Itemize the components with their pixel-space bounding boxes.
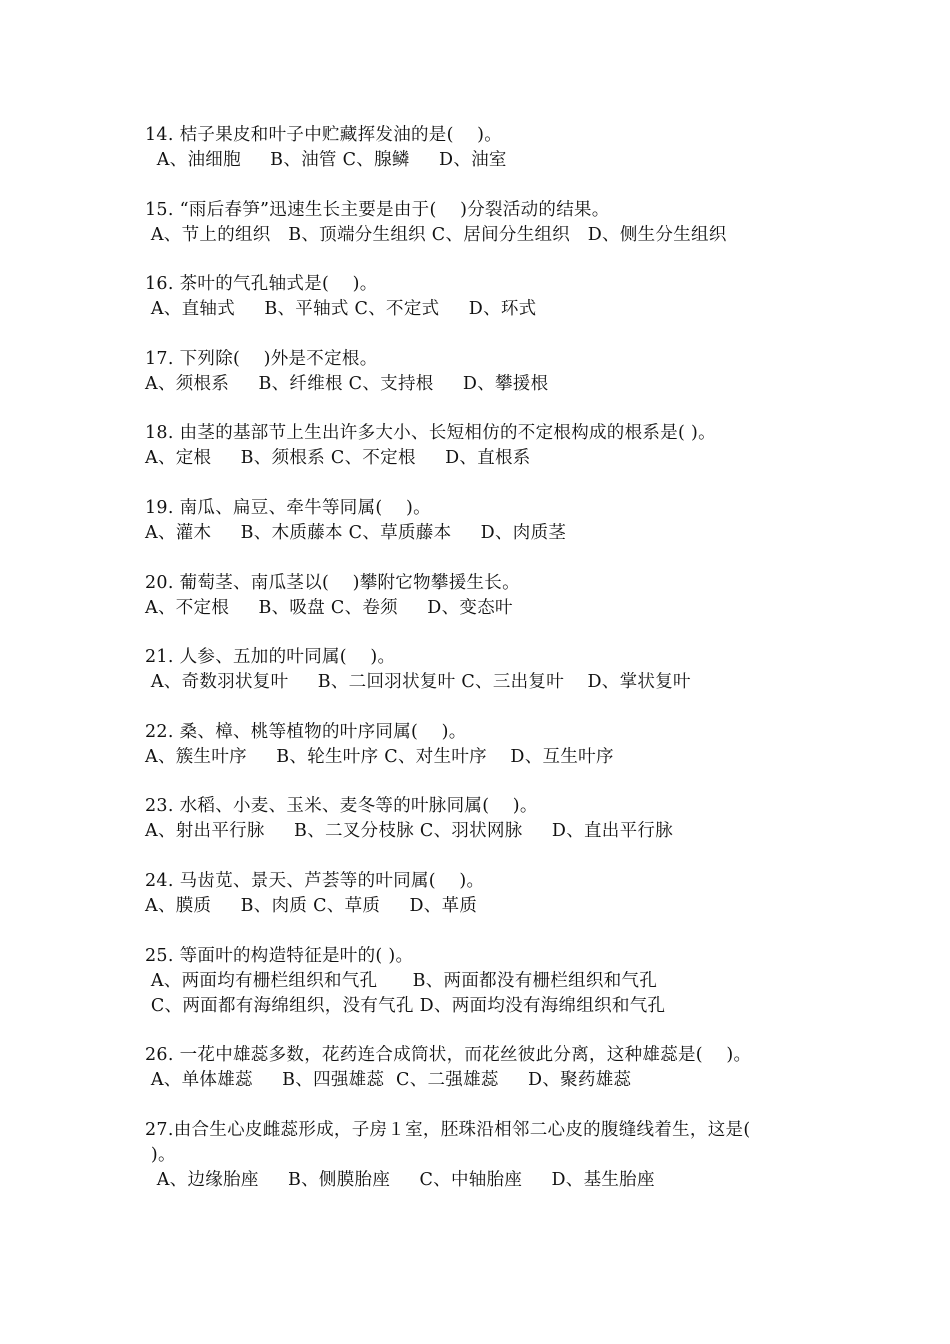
question-21 bbox=[145, 645, 825, 695]
question-options: A、不定根 B、吸盘 C、卷须 D、变态叶 bbox=[145, 598, 513, 618]
question-22 bbox=[145, 720, 825, 770]
question-options: A、射出平行脉 B、二叉分枝脉 C、羽状网脉 D、直出平行脉 bbox=[145, 821, 674, 841]
question-options: A、膜质 B、肉质 C、草质 D、革质 bbox=[145, 896, 478, 916]
question-stem: 14. 桔子果皮和叶子中贮藏挥发油的是( )。 bbox=[145, 125, 503, 145]
question-options: A、直轴式 B、平轴式 C、不定式 D、环式 bbox=[145, 299, 537, 319]
question-stem: 18. 由茎的基部节上生出许多大小、长短相仿的不定根构成的根系是( )。 bbox=[145, 423, 716, 443]
question-24 bbox=[145, 869, 825, 919]
question-stem: 20. 葡萄茎、南瓜茎以( )攀附它物攀援生长。 bbox=[145, 573, 520, 593]
question-options: A、定根 B、须根系 C、不定根 D、直根系 bbox=[145, 448, 531, 468]
question-options: A、单体雄蕊 B、四强雄蕊 C、二强雄蕊 D、聚药雄蕊 bbox=[145, 1070, 632, 1090]
question-options: A、簇生叶序 B、轮生叶序 C、对生叶序 D、互生叶序 bbox=[145, 747, 614, 767]
question-stem: 24. 马齿苋、景天、芦荟等的叶同属( )。 bbox=[145, 871, 485, 891]
question-stem: 15. “雨后春笋”迅速生长主要是由于( )分裂活动的结果。 bbox=[145, 200, 610, 220]
question-19 bbox=[145, 496, 825, 546]
question-options: A、灌木 B、木质藤本 C、草质藤本 D、肉质茎 bbox=[145, 523, 567, 543]
question-14 bbox=[145, 123, 825, 173]
question-27 bbox=[145, 1118, 825, 1193]
question-stem: 23. 水稻、小麦、玉米、麦冬等的叶脉同属( )。 bbox=[145, 796, 538, 816]
question-options: A、油细胞 B、油管 C、腺鳞 D、油室 bbox=[145, 150, 507, 170]
question-23 bbox=[145, 794, 825, 844]
question-17 bbox=[145, 347, 825, 397]
question-16 bbox=[145, 272, 825, 322]
question-18 bbox=[145, 421, 825, 471]
question-stem: 21. 人参、五加的叶同属( )。 bbox=[145, 647, 396, 667]
question-options: A、奇数羽状复叶 B、二回羽状复叶 C、三出复叶 D、掌状复叶 bbox=[145, 672, 691, 692]
question-stem: 16. 茶叶的气孔轴式是( )。 bbox=[145, 274, 378, 294]
question-20 bbox=[145, 571, 825, 621]
question-stem: 27.由合生心皮雌蕊形成，子房１室，胚珠沿相邻二心皮的腹缝线着生，这是( bbox=[145, 1120, 751, 1140]
question-options: A、须根系 B、纤维根 C、支持根 D、攀援根 bbox=[145, 374, 549, 394]
question-options: )。 bbox=[145, 1145, 176, 1165]
question-options: A、节上的组织 B、顶端分生组织 C、居间分生组织 D、侧生分生组织 bbox=[145, 225, 727, 245]
question-options: A、两面均有栅栏组织和气孔 B、两面都没有栅栏组织和气孔 bbox=[145, 971, 658, 991]
question-stem: 17. 下列除( )外是不定根。 bbox=[145, 349, 378, 369]
question-options: A、边缘胎座 B、侧膜胎座 C、中轴胎座 D、基生胎座 bbox=[145, 1170, 655, 1190]
question-options: C、两面都有海绵组织，没有气孔 D、两面均没有海绵组织和气孔 bbox=[145, 996, 666, 1016]
question-stem: 22. 桑、樟、桃等植物的叶序同属( )。 bbox=[145, 722, 467, 742]
question-15 bbox=[145, 198, 825, 248]
question-stem: 26. 一花中雄蕊多数，花药连合成筒状，而花丝彼此分离，这种雄蕊是( )。 bbox=[145, 1045, 752, 1065]
question-26 bbox=[145, 1043, 825, 1093]
question-25 bbox=[145, 944, 825, 1019]
question-stem: 19. 南瓜、扁豆、牵牛等同属( )。 bbox=[145, 498, 431, 518]
question-stem: 25. 等面叶的构造特征是叶的( )。 bbox=[145, 946, 414, 966]
